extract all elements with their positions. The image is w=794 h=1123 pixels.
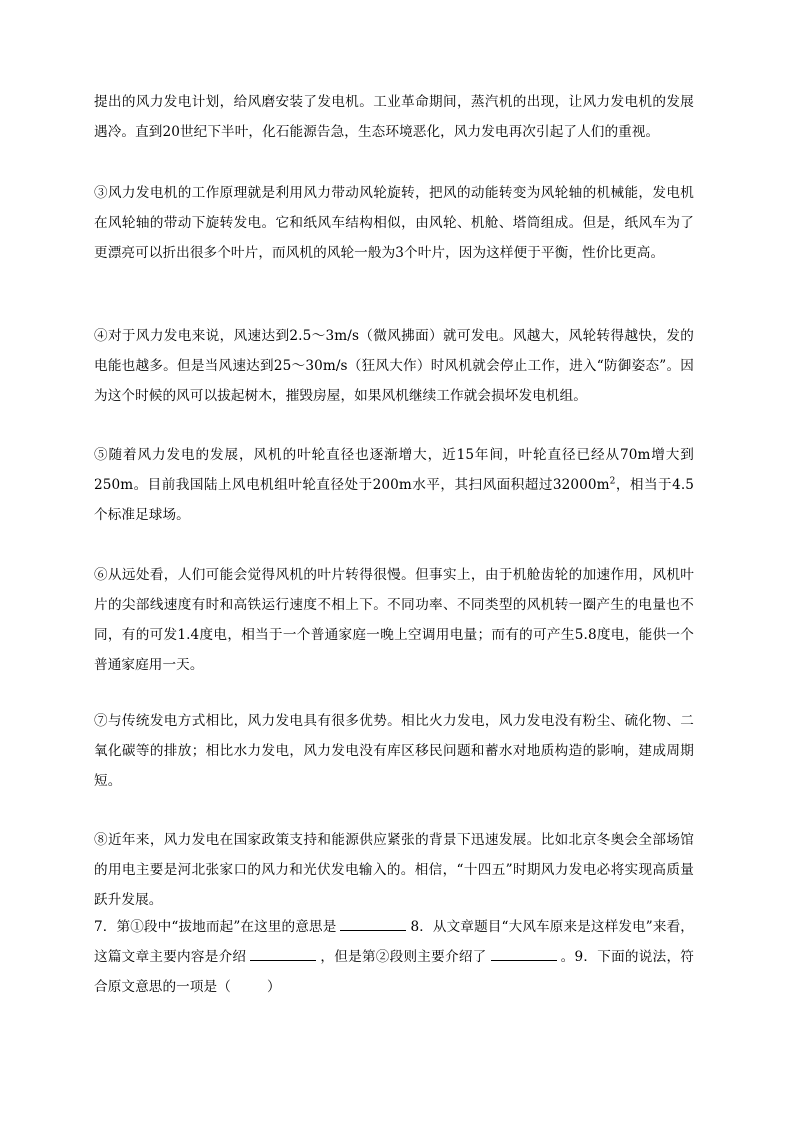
question-7-text: 7．第①段中“拔地而起”在这里的意思是 xyxy=(94,919,337,935)
question-9-text: 。9．下面的说法，符合原文意思的一项是（ xyxy=(94,949,694,995)
paragraph-6: ⑥从远处看，人们可能会觉得风机的叶片转得很慢。但事实上，由于机舱齿轮的加速作用，风机叶片的尖部线速度有时和高铁运行速度不相上下。不同功率、不同类型的风机转一圈产生的电量也不同，有的可发1.4度电，相当于一个普通家庭一晚上空调用电量；而有的可产生5.8度电，能供一个普通家庭用一天。 xyxy=(94,567,694,673)
question-8-text: 8．从文章题目“大风车原来是这样发电”来看，这篇文章主要内容是介绍 xyxy=(94,919,694,965)
paragraph-4: ④对于风力发电来说，风速达到2.5～3m/s（微风拂面）就可发电。风越大，风轮转得越快，发的电能也越多。但是当风速达到25～30m/s（狂风大作）时风机就会停止工作，进入“防御姿态”。因为这个时候的风可以拔起树木，摧毁房屋，如果风机继续工作就会损坏发电机组。 xyxy=(94,328,694,404)
answer-blank-q8-b[interactable] xyxy=(491,948,557,961)
paragraph-5 xyxy=(94,440,694,530)
paragraph-8: ⑧近年来，风力发电在国家政策支持和能源供应紧张的背景下迅速发展。比如北京冬奥会全部场馆的用电主要是河北张家口的风力和光伏发电输入的。相信，“十四五”时期风力发电必将实现高质量跃升发展。 xyxy=(94,832,694,908)
paragraph-5-text-b: ，相当于4.5个标准足球场。 xyxy=(94,477,694,523)
superscript-2: 2 xyxy=(609,476,616,487)
paragraph-5-text-a: ⑤随着风力发电的发展，风机的叶轮直径也逐渐增大，近15年间，叶轮直径已经从70m增大到250m。目前我国陆上风电机组叶轮直径处于200m水平，其扫风面积超过32000m xyxy=(94,447,694,493)
paragraph-2-continued: 提出的风力发电计划，给风磨安装了发电机。工业革命期间，蒸汽机的出现，让风力发电机的发展遇冷。直到20世纪下半叶，化石能源告急，生态环境恶化，风力发电再次引起了人们的重视。 xyxy=(94,94,694,140)
answer-blank-q7[interactable] xyxy=(340,918,406,931)
questions-block xyxy=(94,912,694,1002)
answer-blank-q8-a[interactable] xyxy=(250,948,316,961)
question-8-middle-text: ，但是第②段则主要介绍了 xyxy=(320,949,487,965)
paragraph-7: ⑦与传统发电方式相比，风力发电具有很多优势。相比火力发电，风力发电没有粉尘、硫化物、二氧化碳等的排放；相比水力发电，风力发电没有库区移民问题和蓄水对地质构造的影响，建成周期短。 xyxy=(94,713,694,789)
question-9-close-paren: ） xyxy=(266,979,281,995)
paragraph-3: ③风力发电机的工作原理就是利用风力带动风轮旋转，把风的动能转变为风轮轴的机械能，发电机在风轮轴的带动下旋转发电。它和纸风车结构相似，由风轮、机舱、塔筒组成。但是，纸风车为了更漂亮可以折出很多个叶片，而风机的风轮一般为3个叶片，因为这样便于平衡，性价比更高。 xyxy=(94,185,694,261)
